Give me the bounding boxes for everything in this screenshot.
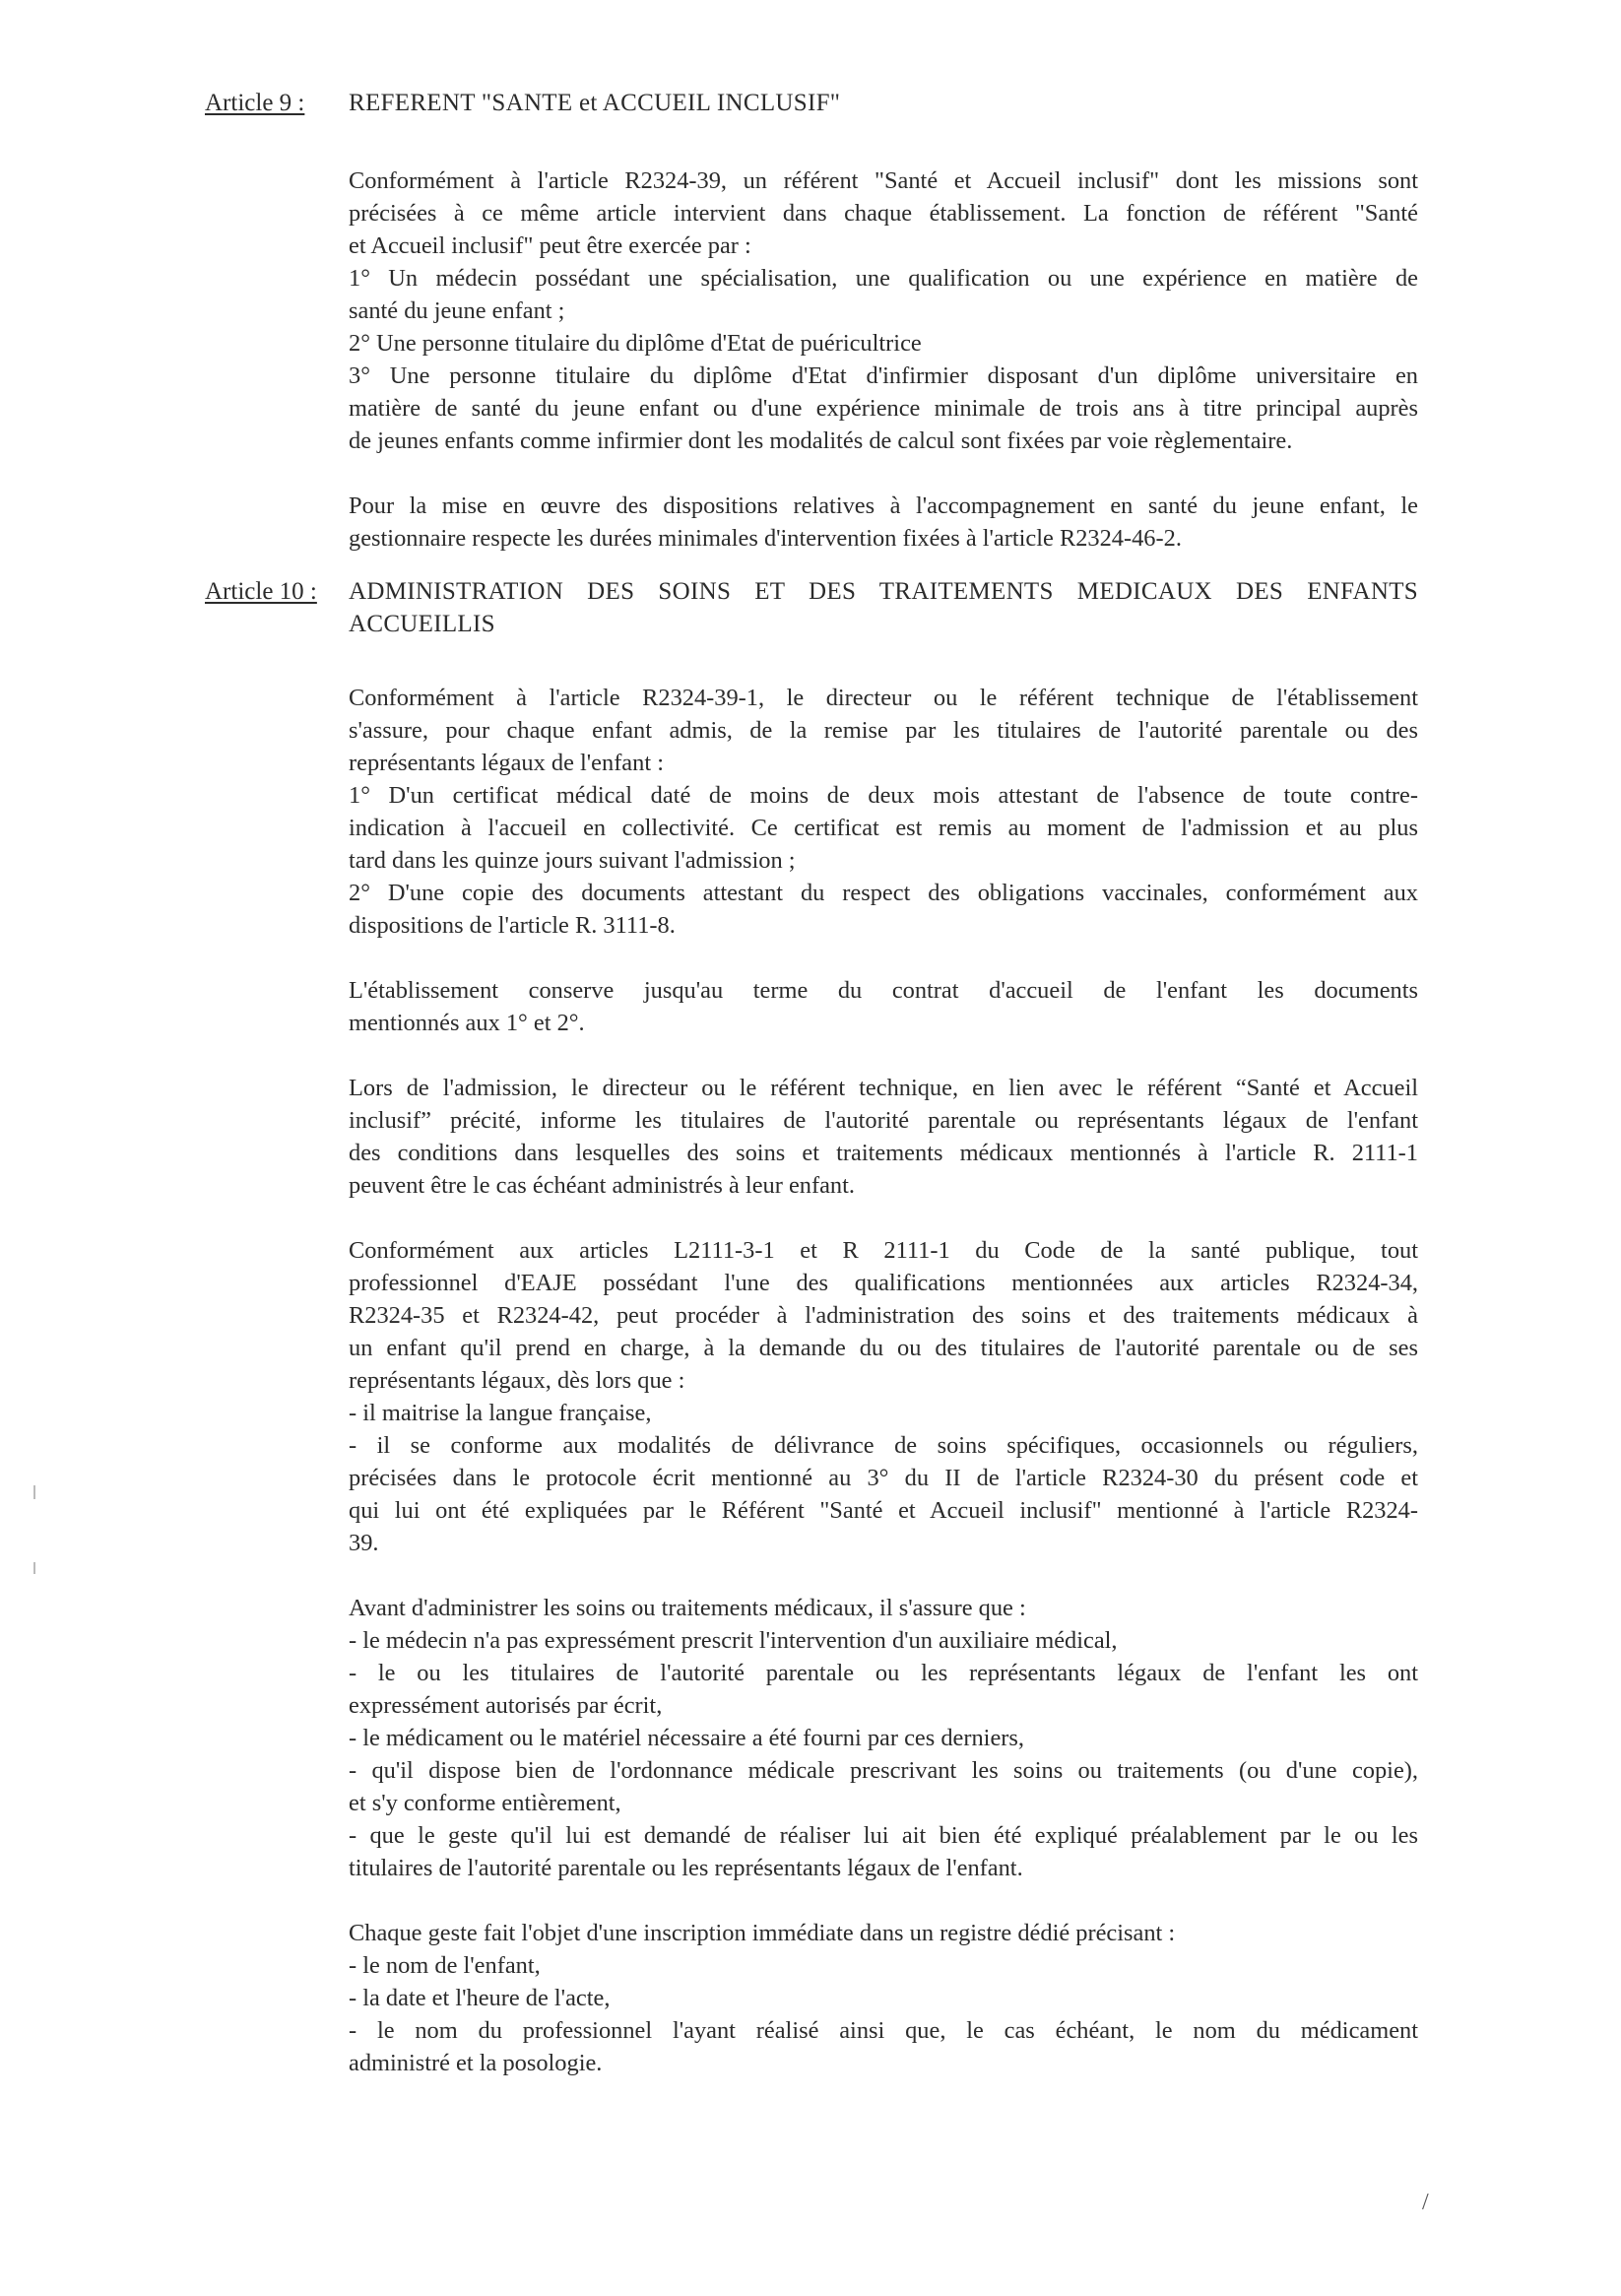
title-line: ADMINISTRATION DES SOINS ET DES TRAITEMENTS MEDICAUX DES ENFANTS	[349, 578, 1418, 605]
text-line: un enfant qu'il prend en charge, à la demande du ou des titulaires de l'autorité parentale ou de ses	[349, 1335, 1418, 1361]
text-line: dispositions de l'article R. 3111-8.	[349, 912, 676, 939]
text-line: gestionnaire respecte les durées minimales d'intervention fixées à l'article R2324-46-2.	[349, 525, 1182, 552]
article-10-title	[349, 575, 1418, 640]
scan-speck	[33, 1485, 35, 1499]
text-line: santé du jeune enfant ;	[349, 297, 565, 324]
text-line: et Accueil inclusif" peut être exercée par :	[349, 232, 751, 259]
text-line: Conformément aux articles L2111-3-1 et R 2111-1 du Code de la santé publique, tout	[349, 1237, 1418, 1264]
article-10-paragraph-1	[349, 682, 1418, 942]
article-10-body	[349, 682, 1418, 2079]
text-line: Lors de l'admission, le directeur ou le référent technique, en lien avec le référent “Santé et Accueil	[349, 1075, 1418, 1101]
text-line: s'assure, pour chaque enfant admis, de la remise par les titulaires de l'autorité parentale ou des	[349, 717, 1418, 744]
text-line: L'établissement conserve jusqu'au terme du contrat d'accueil de l'enfant les documents	[349, 977, 1418, 1004]
text-line: - il maitrise la langue française,	[349, 1400, 652, 1426]
article-10-paragraph-6	[349, 1917, 1418, 2079]
text-line: - qu'il dispose bien de l'ordonnance médicale prescrivant les soins ou traitements (ou d'une copie),	[349, 1757, 1418, 1784]
text-line: R2324-35 et R2324-42, peut procéder à l'administration des soins et des traitements médicaux à	[349, 1302, 1418, 1329]
text-line: représentants légaux de l'enfant :	[349, 750, 664, 776]
article-10-paragraph-4	[349, 1234, 1418, 1559]
text-line: - le ou les titulaires de l'autorité parentale ou les représentants légaux de l'enfant les ont	[349, 1660, 1418, 1686]
text-line: tard dans les quinze jours suivant l'admission ;	[349, 847, 796, 874]
text-line: indication à l'accueil en collectivité. Ce certificat est remis au moment de l'admission et au plus	[349, 815, 1418, 841]
text-line: professionnel d'EAJE possédant l'une des qualifications mentionnées aux articles R2324-34,	[349, 1270, 1418, 1296]
article-10-paragraph-2	[349, 974, 1418, 1039]
article-9-label: Article 9 :	[205, 90, 305, 116]
article-9-body	[349, 164, 1418, 555]
text-line: 1° Un médecin possédant une spécialisation, une qualification ou une expérience en matière de	[349, 265, 1418, 292]
text-line: 2° D'une copie des documents attestant du respect des obligations vaccinales, conformément aux	[349, 880, 1418, 906]
text-line: titulaires de l'autorité parentale ou les représentants légaux de l'enfant.	[349, 1855, 1023, 1881]
article-9-paragraph-2	[349, 490, 1418, 555]
page-mark: /	[1422, 2190, 1429, 2215]
text-line: de jeunes enfants comme infirmier dont les modalités de calcul sont fixées par voie règlementaire.	[349, 427, 1293, 454]
text-line: et s'y conforme entièrement,	[349, 1790, 621, 1816]
text-line: - le nom du professionnel l'ayant réalisé ainsi que, le cas échéant, le nom du médicament	[349, 2017, 1418, 2044]
text-line: - le médecin n'a pas expressément prescrit l'intervention d'un auxiliaire médical,	[349, 1627, 1118, 1654]
title-line: ACCUEILLIS	[349, 611, 495, 637]
text-line: Pour la mise en œuvre des dispositions relatives à l'accompagnement en santé du jeune enfant, le	[349, 492, 1418, 519]
text-line: 1° D'un certificat médical daté de moins de deux mois attestant de l'absence de toute contre-	[349, 782, 1418, 809]
text-line: matière de santé du jeune enfant ou d'une expérience minimale de trois ans à titre principal auprès	[349, 395, 1418, 422]
article-10-paragraph-3	[349, 1072, 1418, 1202]
article-9	[205, 87, 1418, 587]
scan-speck	[33, 1562, 35, 1574]
text-line: Conformément à l'article R2324-39-1, le directeur ou le référent technique de l'établissement	[349, 685, 1418, 711]
article-9-title: REFERENT "SANTE et ACCUEIL INCLUSIF"	[349, 90, 841, 116]
text-line: des conditions dans lesquelles des soins et traitements médicaux mentionnés à l'article R. 2111-1	[349, 1140, 1418, 1166]
text-line: précisées dans le protocole écrit mentionné au 3° du II de l'article R2324-30 du présent code et	[349, 1465, 1418, 1491]
text-line: inclusif” précité, informe les titulaires de l'autorité parentale ou représentants légaux de l'enfant	[349, 1107, 1418, 1134]
text-line: 2° Une personne titulaire du diplôme d'Etat de puéricultrice	[349, 330, 922, 357]
article-9-paragraph-1	[349, 164, 1418, 457]
text-line: Chaque geste fait l'objet d'une inscription immédiate dans un registre dédié précisant :	[349, 1920, 1176, 1946]
text-line: qui lui ont été expliquées par le Référent "Santé et Accueil inclusif" mentionné à l'article R2324-	[349, 1497, 1418, 1524]
text-line: Conformément à l'article R2324-39, un référent "Santé et Accueil inclusif" dont les missions sont	[349, 167, 1418, 194]
article-10-paragraph-5	[349, 1592, 1418, 1884]
text-line: expressément autorisés par écrit,	[349, 1692, 663, 1719]
text-line: représentants légaux, dès lors que :	[349, 1367, 685, 1394]
text-line: mentionnés aux 1° et 2°.	[349, 1010, 585, 1036]
text-line: - le nom de l'enfant,	[349, 1952, 541, 1979]
text-line: - le médicament ou le matériel nécessaire a été fourni par ces derniers,	[349, 1725, 1024, 1751]
text-line: précisées à ce même article intervient dans chaque établissement. La fonction de référent "Santé	[349, 200, 1418, 227]
text-line: - que le geste qu'il lui est demandé de réaliser lui ait bien été expliqué préalablement par le ou les	[349, 1822, 1418, 1849]
text-line: administré et la posologie.	[349, 2050, 603, 2076]
article-10	[205, 575, 1418, 2112]
text-line: peuvent être le cas échéant administrés à leur enfant.	[349, 1172, 855, 1199]
article-10-label: Article 10 :	[205, 578, 317, 605]
text-line: Avant d'administrer les soins ou traitements médicaux, il s'assure que :	[349, 1595, 1026, 1621]
text-line: - la date et l'heure de l'acte,	[349, 1985, 611, 2011]
text-line: 39.	[349, 1530, 379, 1556]
text-line: 3° Une personne titulaire du diplôme d'Etat d'infirmier disposant d'un diplôme universitaire en	[349, 362, 1418, 389]
text-line: - il se conforme aux modalités de délivrance de soins spécifiques, occasionnels ou réguliers,	[349, 1432, 1418, 1459]
